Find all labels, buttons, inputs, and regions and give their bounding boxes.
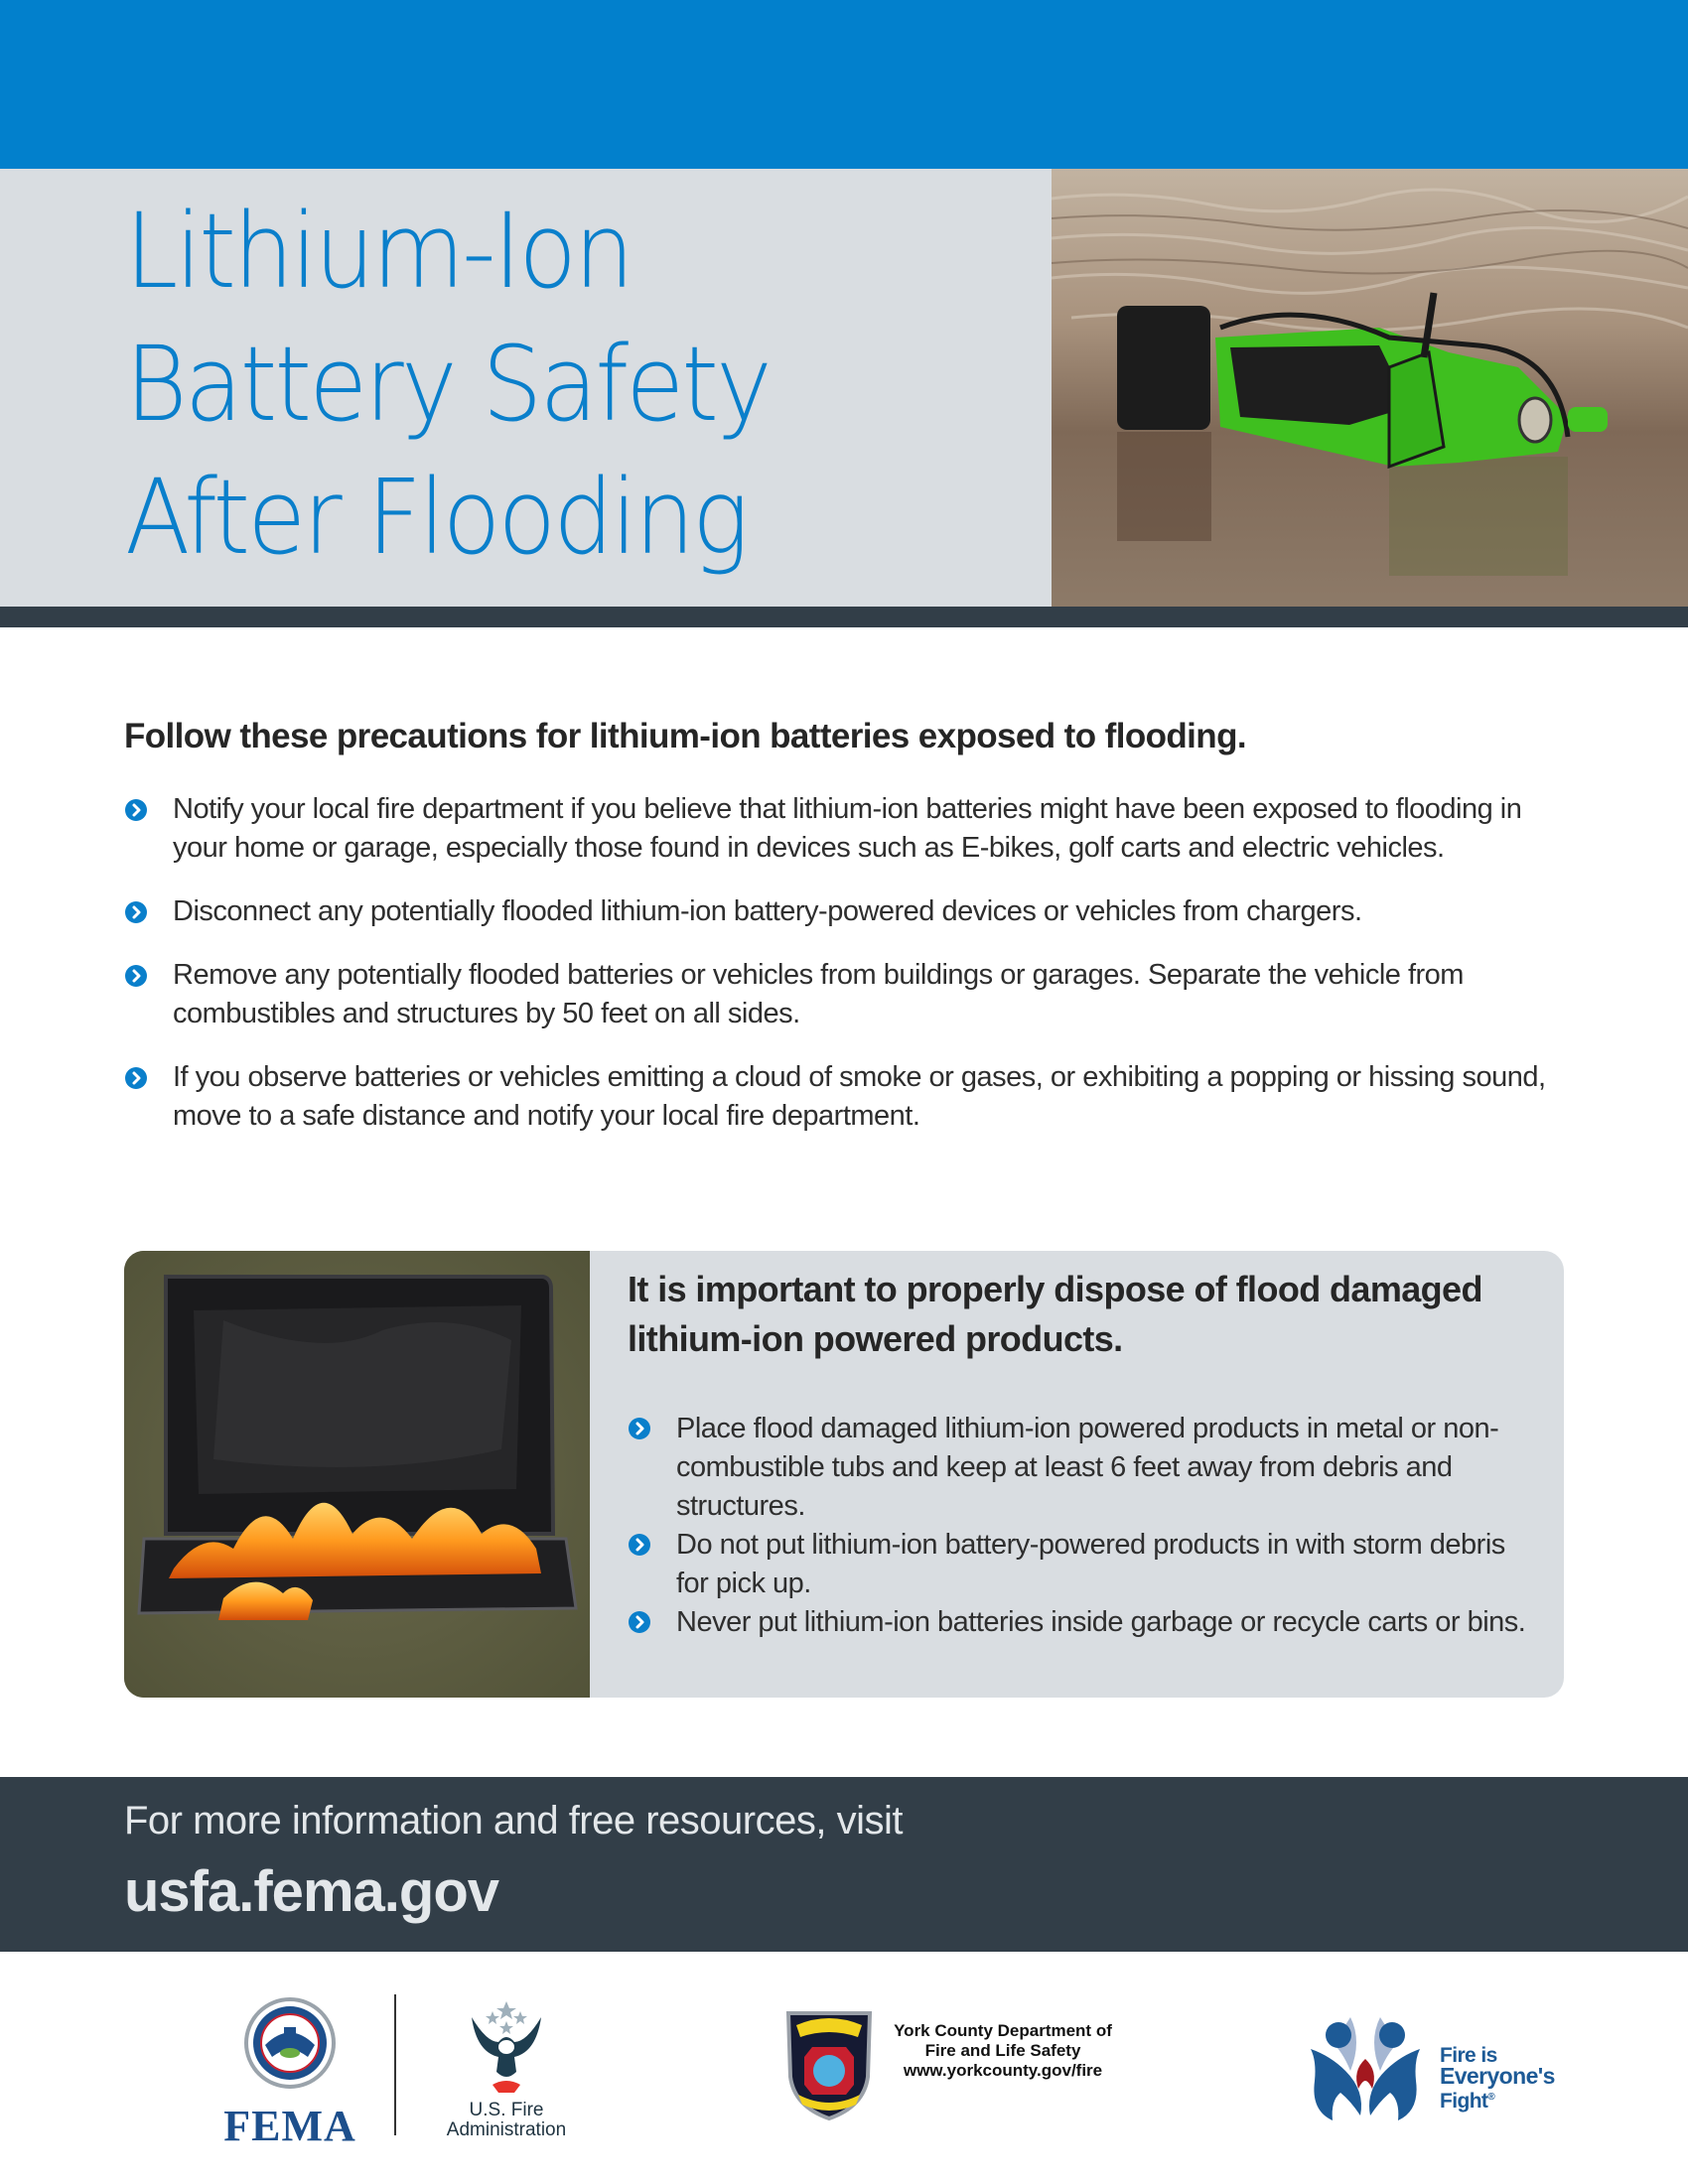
precautions-list xyxy=(125,790,1575,1160)
york-county-text: York County Department of Fire and Life Safety www.yorkcounty.gov/fire xyxy=(879,2021,1127,2081)
page-title xyxy=(125,185,770,584)
people-flame-icon xyxy=(1291,2001,1440,2140)
disposal-text: Place flood damaged lithium-ion powered products in metal or non-combustible tubs and keep at least 6 feet away from debris and structures. xyxy=(676,1413,1499,1522)
precaution-text: Notify your local fire department if you believe that lithium-ion batteries might have been exposed to flooding in your home or garage, especially those found in devices such as E-bikes, golf carts and electric vehicles. xyxy=(173,793,1522,864)
chevron-circle-right-icon xyxy=(629,1611,650,1633)
chevron-circle-right-icon xyxy=(629,1534,650,1556)
disposal-item xyxy=(629,1410,1542,1526)
chevron-circle-right-icon xyxy=(125,799,147,821)
precautions-heading: Follow these precautions for lithium-ion batteries exposed to flooding. xyxy=(124,717,1246,755)
burning-laptop-illustration xyxy=(124,1251,590,1698)
logo-divider xyxy=(394,1994,396,2135)
precaution-item xyxy=(125,956,1575,1033)
precaution-item xyxy=(125,892,1575,931)
title-line-2: Battery Safety xyxy=(125,324,770,445)
chevron-circle-right-icon xyxy=(125,1067,147,1089)
title-line-3: After Flooding xyxy=(125,457,747,578)
disposal-item xyxy=(629,1603,1542,1642)
fema-wordmark: FEMA xyxy=(223,2102,356,2150)
flooded-scooter-illustration xyxy=(1052,169,1688,607)
fema-logo xyxy=(220,1995,359,2150)
disposal-text: Do not put lithium-ion battery-powered products in with storm debris for pick up. xyxy=(676,1529,1505,1599)
precaution-item xyxy=(125,790,1575,868)
usfa-wordmark: U.S. Fire Administration xyxy=(446,2100,567,2140)
eagle-icon xyxy=(427,1997,586,2097)
chevron-circle-right-icon xyxy=(125,901,147,923)
disposal-heading: It is important to properly dispose of flood damaged lithium-ion powered products. xyxy=(628,1269,1482,1359)
partner-logos xyxy=(0,1952,1688,2184)
york-county-url: www.yorkcounty.gov/fire xyxy=(903,2061,1103,2080)
fire-is-everyones-fight-text: Fire is Everyone's Fight® xyxy=(1440,2044,1555,2113)
usfa-logo xyxy=(427,1997,586,2146)
usfa-website-link[interactable]: usfa.fema.gov xyxy=(124,1859,498,1924)
dhs-seal-icon xyxy=(220,1995,359,2095)
title-line-1: Lithium-Ion xyxy=(125,191,633,312)
precaution-text: Disconnect any potentially flooded lithium-ion battery-powered devices or vehicles from chargers. xyxy=(173,895,1362,927)
disposal-callout-box xyxy=(124,1251,1564,1698)
precaution-text: If you observe batteries or vehicles emitting a cloud of smoke or gases, or exhibiting a popping or hissing sound, move to a safe distance and notify your local fire department. xyxy=(173,1061,1546,1132)
york-county-logo xyxy=(784,2007,1122,2126)
fire-is-everyones-fight-logo xyxy=(1291,2001,1589,2140)
precaution-item xyxy=(125,1058,1575,1136)
more-info-banner xyxy=(0,1777,1688,1952)
chevron-circle-right-icon xyxy=(125,965,147,987)
divider-band xyxy=(0,607,1688,627)
more-info-text: For more information and free resources, visit xyxy=(124,1799,903,1843)
burning-laptop-image xyxy=(124,1251,590,1698)
fire-badge-icon xyxy=(784,2007,874,2121)
top-brand-band xyxy=(0,0,1688,169)
disposal-text: Never put lithium-ion batteries inside garbage or recycle carts or bins. xyxy=(676,1606,1526,1638)
chevron-circle-right-icon xyxy=(629,1418,650,1439)
precaution-text: Remove any potentially flooded batteries or vehicles from buildings or garages. Separate the vehicle from combustibles and structures by 50 feet on all sides. xyxy=(173,959,1464,1029)
hero-image-flooded-scooter xyxy=(1052,169,1688,607)
disposal-item xyxy=(629,1526,1542,1603)
disposal-list xyxy=(629,1410,1542,1642)
